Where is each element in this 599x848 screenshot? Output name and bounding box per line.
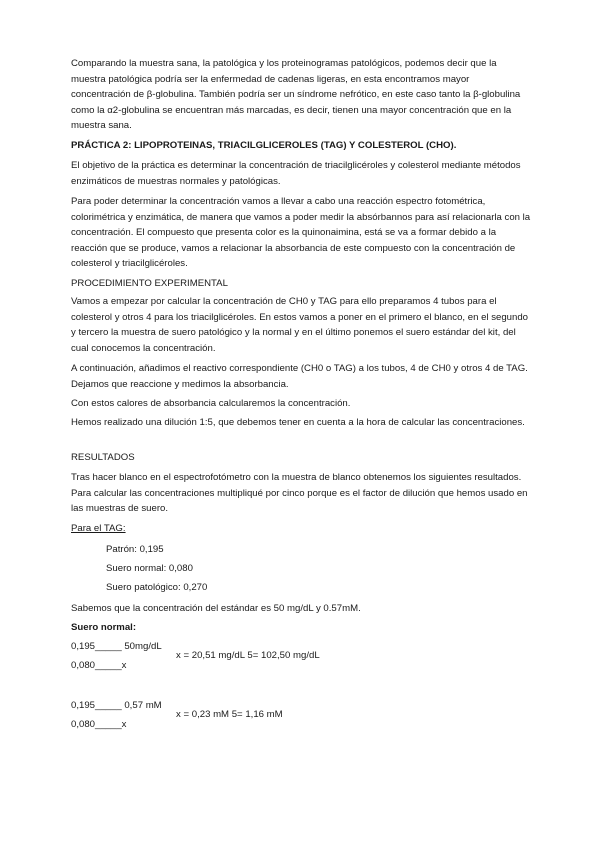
value-suero-patologico: Suero patológico: 0,270 bbox=[106, 582, 208, 593]
calc2-line2: 0,080_____x bbox=[71, 719, 127, 730]
calc2-line1: 0,195_____ 0,57 mM bbox=[71, 700, 162, 711]
calc1-result: x = 20,51 mg/dL 5= 102,50 mg/dL bbox=[176, 650, 320, 661]
standard-note: Sabemos que la concentración del estándar es 50 mg/dL y 0.57mM. bbox=[71, 603, 361, 614]
method-paragraph: Para poder determinar la concentración vamos a llevar a cabo una reacción espectro fotométrica, colorimétrica y enzimática, de manera que vamos a poder medir la absórbannos para así relacionarla con la concentración. El compuesto que presenta color es la quinonaimina, está se va a formar debido a la reacción que se produce, vamos a relacionar la absorbancia de este compuesto con la concentración de colesterol y triacilglicéroles. bbox=[71, 196, 531, 270]
value-suero-normal: Suero normal: 0,080 bbox=[106, 563, 193, 574]
calc1-line2: 0,080_____x bbox=[71, 660, 127, 671]
objective-paragraph: El objetivo de la práctica es determinar la concentración de triacilglicéroles y colesterol mediante métodos enzimáticos de muestras normales y patológicas. bbox=[71, 160, 521, 187]
procedure-paragraph-4: Hemos realizado una dilución 1:5, que debemos tener en cuenta a la hora de calcular las concentraciones. bbox=[71, 417, 525, 428]
intro-paragraph: Comparando la muestra sana, la patológica y los proteinogramas patológicos, podemos decir que la muestra patológica podría ser la enfermedad de cadenas ligeras, en esta encontramos mayor concentración de β-globulina. También podría ser un síndrome nefrótico, en este caso tanto la β-globulina como la α2-globulina se encuentran más marcadas, es decir, tienen una mayor concentración que en la muestra sana. bbox=[71, 58, 521, 132]
value-patron: Patrón: 0,195 bbox=[106, 544, 164, 555]
results-paragraph: Tras hacer blanco en el espectrofotómetro con la muestra de blanco obtenemos los siguientes resultados. Para calcular las concentraciones multipliqué por cinco porque es el factor de dilución que hemos usado en las muestras de suero. bbox=[71, 472, 528, 515]
calc2-result: x = 0,23 mM 5= 1,16 mM bbox=[176, 709, 283, 720]
procedure-paragraph-3: Con estos calores de absorbancia calcularemos la concentración. bbox=[71, 398, 351, 409]
suero-normal-heading: Suero normal: bbox=[71, 622, 137, 633]
tag-heading: Para el TAG: bbox=[71, 523, 126, 534]
results-heading: RESULTADOS bbox=[71, 452, 135, 463]
procedure-paragraph-1: Vamos a empezar por calcular la concentración de CH0 y TAG para ello preparamos 4 tubos para el colesterol y otros 4 para los triacilglicéroles. En estos vamos a poner en el primero el blanco, en el segundo y tercero la muestra de suero patológico y la normal y en el último ponemos el suero estándar del kit, del cual conocemos la concentración. bbox=[71, 296, 529, 354]
procedure-heading: PROCEDIMIENTO EXPERIMENTAL bbox=[71, 278, 228, 289]
procedure-paragraph-2: A continuación, añadimos el reactivo correspondiente (CH0 o TAG) a los tubos, 4 de CH0 y otros 4 de TAG. Dejamos que reaccione y medimos la absorbancia. bbox=[71, 363, 528, 390]
practice-title: PRÁCTICA 2: LIPOPROTEINAS, TRIACILGLICEROLES (TAG) Y COLESTEROL (CHO). bbox=[71, 140, 457, 151]
calc1-line1: 0,195_____ 50mg/dL bbox=[71, 641, 162, 652]
